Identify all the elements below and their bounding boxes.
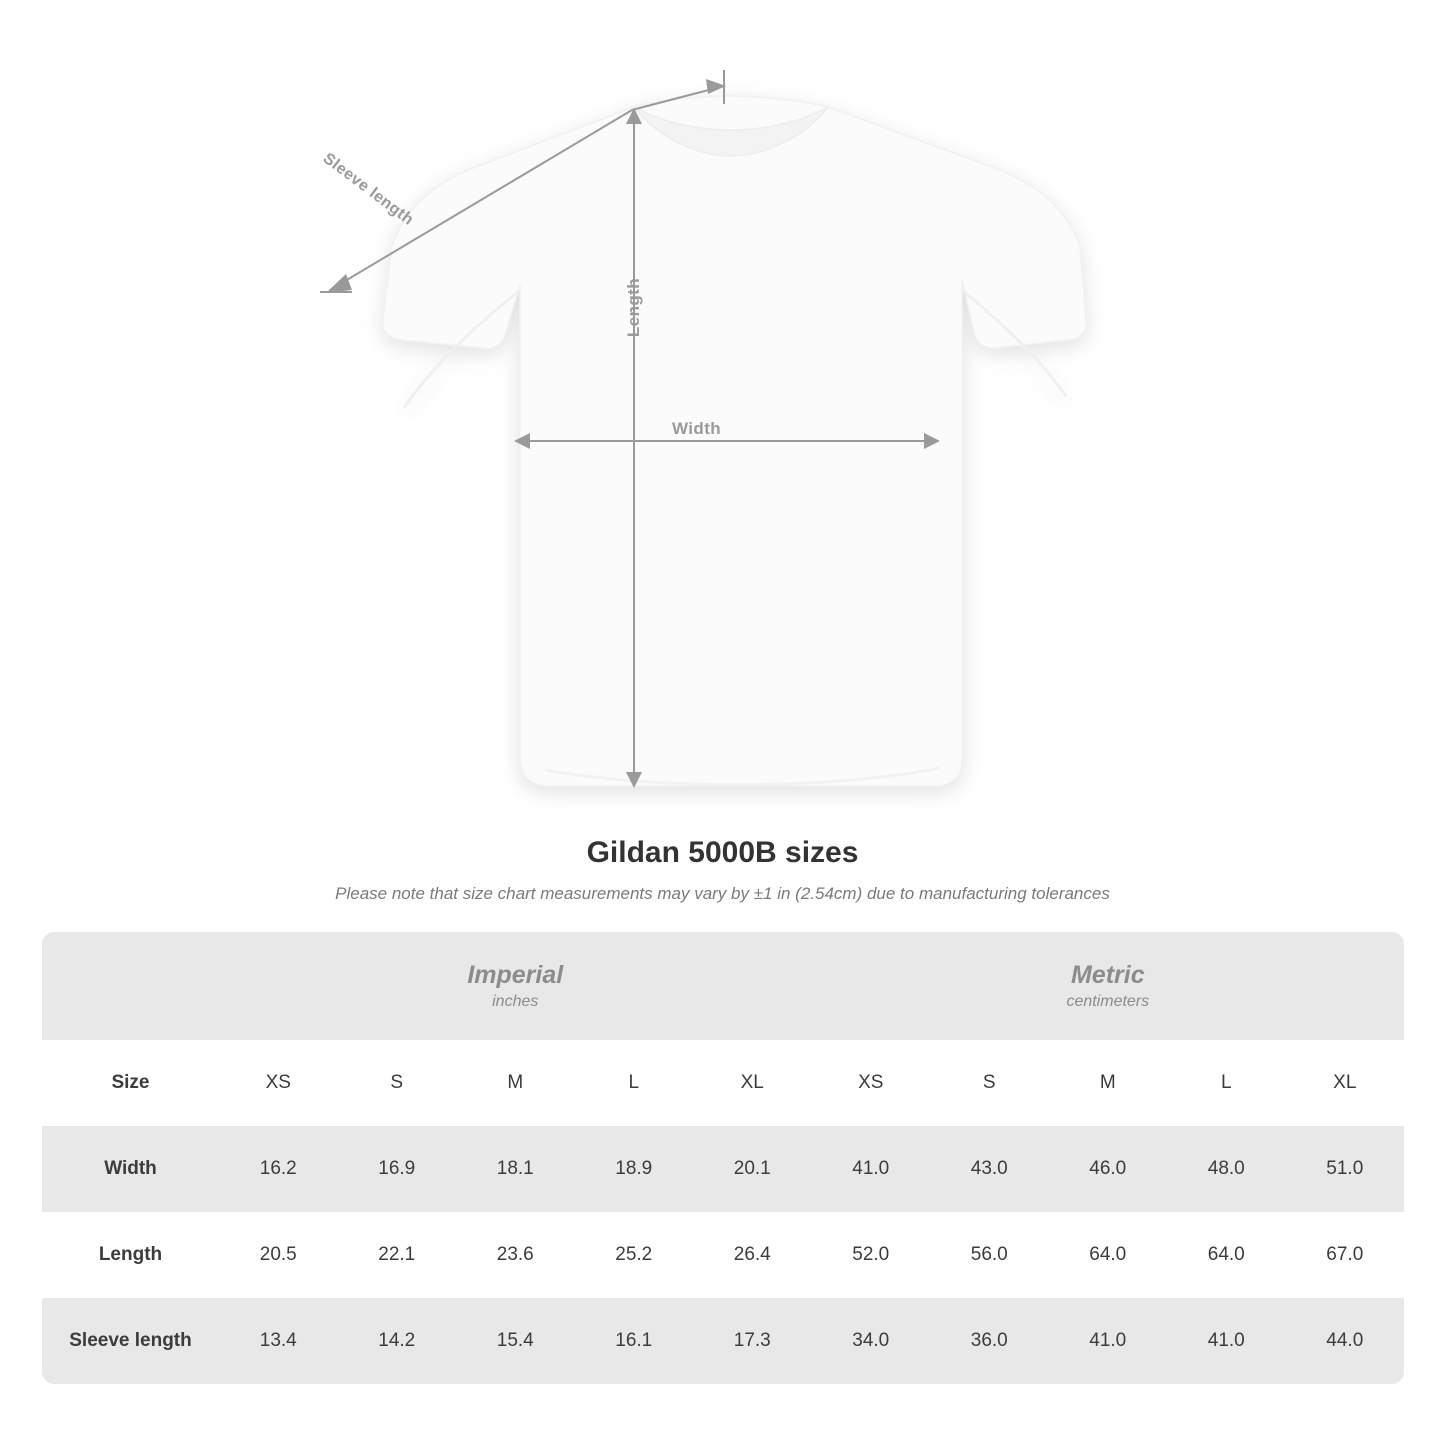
header-metric-xs: XS [812,1040,931,1126]
cell-width-imperial-xl: 20.1 [693,1126,812,1212]
cell-sleeve-metric-xl: 44.0 [1286,1298,1405,1384]
header-metric-xl: XL [1286,1040,1405,1126]
unit-group-row [42,932,1404,1040]
width-label: Width [672,419,722,438]
table-header-row [42,1040,1404,1126]
cell-length-imperial-l: 25.2 [575,1212,694,1298]
header-imperial-xs: XS [219,1040,338,1126]
cell-sleeve-imperial-l: 16.1 [575,1298,694,1384]
cell-length-imperial-s: 22.1 [338,1212,457,1298]
cell-sleeve-imperial-xl: 17.3 [693,1298,812,1384]
cell-sleeve-metric-l: 41.0 [1167,1298,1286,1384]
cell-length-metric-xs: 52.0 [812,1212,931,1298]
row-label-length: Length [42,1212,219,1298]
tolerance-note: Please note that size chart measurements may vary by ±1 in (2.54cm) due to manufacturing tolerances [335,884,1110,903]
header-metric-s: S [930,1040,1049,1126]
unit-group-metric-name: Metric [1070,960,1145,989]
cell-sleeve-imperial-xs: 13.4 [219,1298,338,1384]
cell-sleeve-imperial-s: 14.2 [338,1298,457,1384]
cell-length-imperial-xl: 26.4 [693,1212,812,1298]
row-label-width: Width [42,1126,219,1212]
cell-sleeve-metric-s: 36.0 [930,1298,1049,1384]
cell-sleeve-metric-m: 41.0 [1049,1298,1168,1384]
unit-group-metric-sub: centimeters [1066,993,1150,1011]
cell-width-imperial-m: 18.1 [456,1126,575,1212]
cell-width-metric-m: 46.0 [1049,1126,1168,1212]
cell-sleeve-metric-xs: 34.0 [812,1298,931,1384]
sleeve-length-label: Sleeve length [319,150,417,229]
unit-row-spacer [42,932,219,1040]
title-block [0,836,1445,904]
cell-width-imperial-s: 16.9 [338,1126,457,1212]
header-imperial-l: L [575,1040,694,1126]
table-row [42,1212,1404,1298]
header-imperial-s: S [338,1040,457,1126]
unit-group-metric [812,932,1405,1040]
cell-length-metric-s: 56.0 [930,1212,1049,1298]
header-metric-m: M [1049,1040,1168,1126]
size-table [42,932,1404,1384]
chart-title: Gildan 5000B sizes [586,836,859,869]
cell-sleeve-imperial-m: 15.4 [456,1298,575,1384]
header-imperial-xl: XL [693,1040,812,1126]
row-label-sleeve-length: Sleeve length [42,1298,219,1384]
unit-group-imperial-name: Imperial [467,960,564,989]
size-table-wrapper [42,932,1403,1384]
cell-length-metric-m: 64.0 [1049,1212,1168,1298]
cell-length-metric-xl: 67.0 [1286,1212,1405,1298]
header-size: Size [42,1040,219,1126]
cell-width-metric-xs: 41.0 [812,1126,931,1212]
table-row [42,1298,1404,1384]
cell-width-metric-l: 48.0 [1167,1126,1286,1212]
cell-width-imperial-xs: 16.2 [219,1126,338,1212]
length-label: Length [624,278,643,338]
cell-width-imperial-l: 18.9 [575,1126,694,1212]
cell-length-metric-l: 64.0 [1167,1212,1286,1298]
table-row [42,1126,1404,1212]
cell-length-imperial-m: 23.6 [456,1212,575,1298]
header-imperial-m: M [456,1040,575,1126]
unit-group-imperial [219,932,812,1040]
header-metric-l: L [1167,1040,1286,1126]
cell-length-imperial-xs: 20.5 [219,1212,338,1298]
cell-width-metric-xl: 51.0 [1286,1126,1405,1212]
unit-group-imperial-sub: inches [492,993,539,1011]
cell-width-metric-s: 43.0 [930,1126,1049,1212]
